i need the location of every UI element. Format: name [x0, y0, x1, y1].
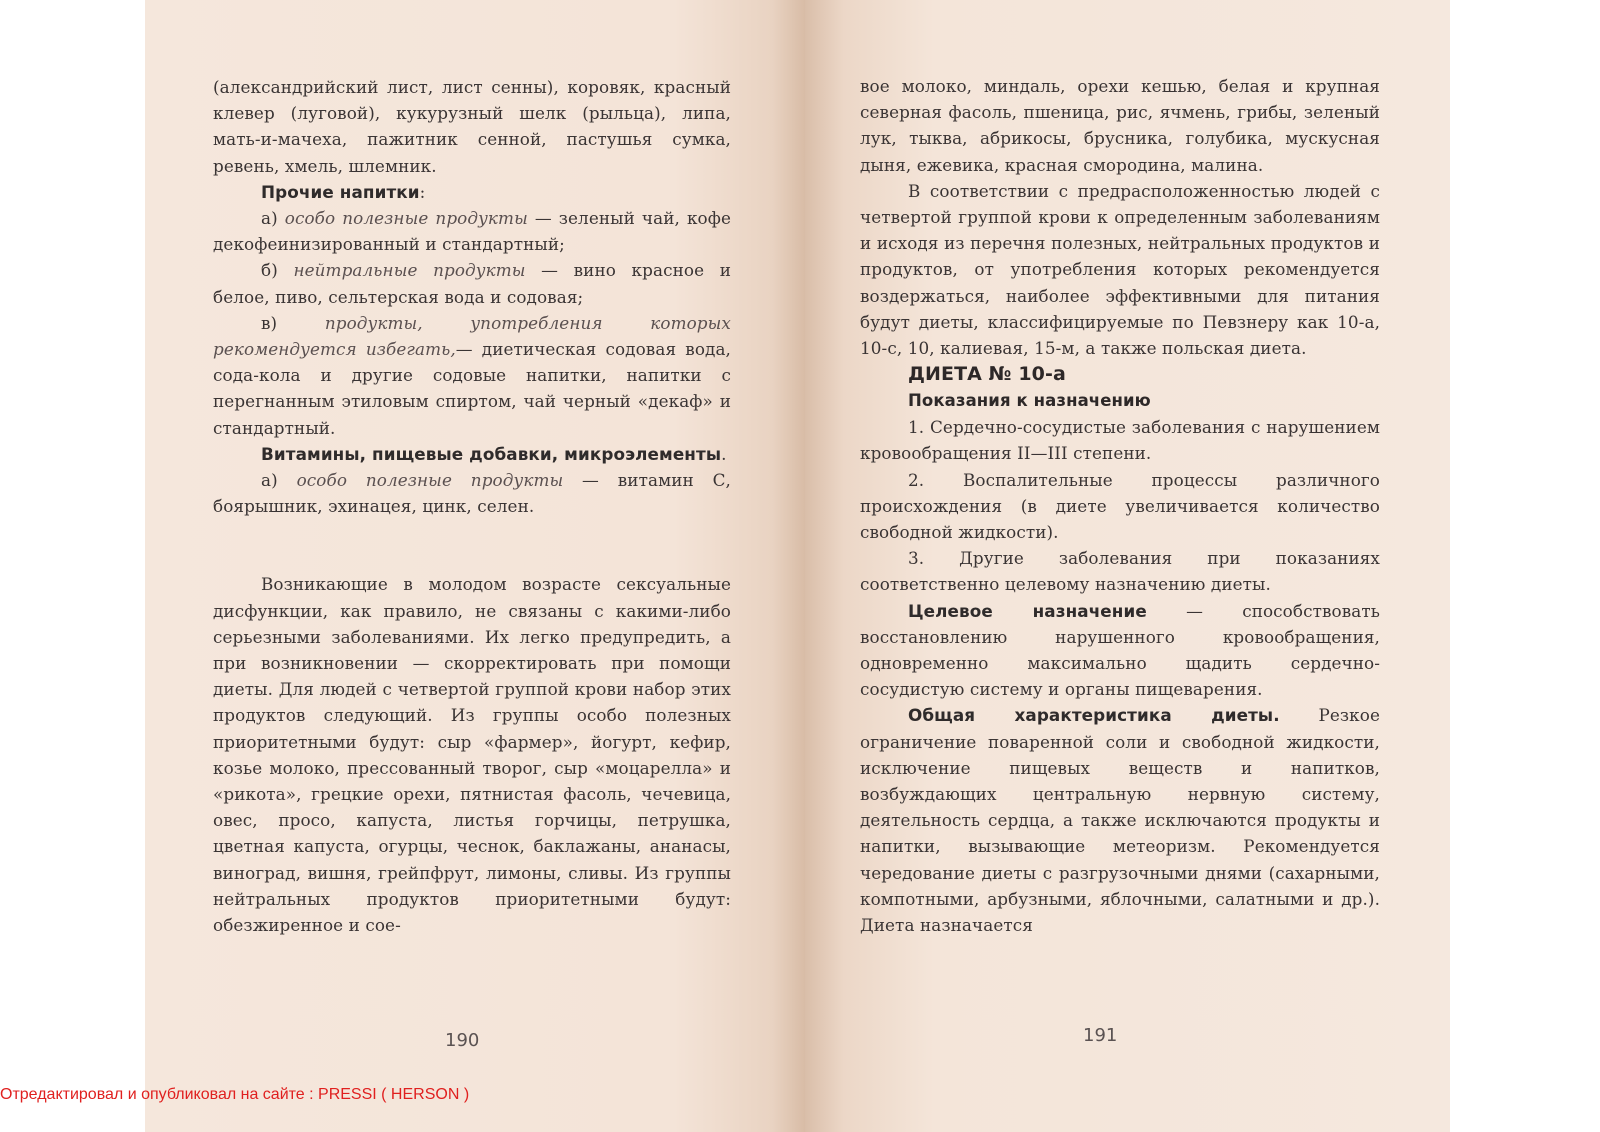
- section-heading: Целевое назначение: [908, 600, 1147, 621]
- diet-title: ДИЕТА № 10-а: [908, 363, 1066, 386]
- list-item: а) особо полезные продукты — зеленый чай, кофе декофеинизированный и стандартный;: [213, 208, 731, 255]
- left-page: [145, 0, 805, 1132]
- list-item: б) нейтральные продукты — вино красное и белое, пиво, сельтерская вода и содовая;: [213, 260, 731, 307]
- paragraph: (александрийский лист, лист сенны), коровяк, красный клевер (луговой), кукурузный шелк (рыльца), липа, мать-и-мачеха, пажитник сенной, пастушья сумка, ревень, хмель, шлемник.: [213, 77, 731, 176]
- diet-subtitle: Показания к назначению: [908, 391, 1151, 411]
- category-label: продукты, употребления которых рекомендуется избегать,: [213, 312, 731, 360]
- paragraph: Возникающие в молодом возрасте сексуальные дисфункции, как правило, не связаны с какими-либо серьезными заболеваниями. Их легко предупредить, а при возникновении — скорректировать при помощи диеты. Для людей с четвертой группой крови набор этих продуктов следующий. Из группы особо полезных приоритетными будут: сыр «фармер», йогурт, кефир, козье молоко, прессованный творог, сыр «моцарелла» и «рикота», грецкие орехи, пятнистая фасоль, чечевица, овес, просо, капуста, листья горчицы, петрушка, цветная капуста, огурцы, чеснок, баклажаны, ананасы, виноград, вишня, грейпфрут, лимоны, сливы. Из группы нейтральных продуктов приоритетными будут: обезжиренное и сое-: [213, 574, 731, 936]
- category-label: особо полезные продукты: [296, 470, 564, 491]
- section-heading-paragraph: Общая характеристика диеты. Резкое ограничение поваренной соли и свободной жидкости, исключение пищевых веществ и напитков, возбуждающих центральную нервную систему, деятельность сердца, а также исключаются продукты и напитки, вызывающие метеоризм. Рекомендуется чередование диеты с разгрузочными днями (сахарными, компотными, арбузными, яблочными, салатными и др.). Диета назначается: [860, 705, 1380, 936]
- list-item: 2. Воспалительные процессы различного происхождения (в диете увеличивается количество свободной жидкости).: [860, 469, 1380, 543]
- publisher-footer: Отредактировал и опубликовал на сайте : PRESSI ( HERSON ): [0, 1086, 470, 1103]
- page-number-left: 190: [445, 1030, 480, 1051]
- section-heading-paragraph: Целевое назначение — способствовать восстановлению нарушенного кровообращения, одновременно максимально щадить сердечно-сосудистую систему и органы пищеварения.: [860, 600, 1380, 700]
- section-heading: Прочие напитки: [261, 181, 420, 202]
- page-number-right: 191: [1083, 1025, 1118, 1046]
- right-page: [805, 0, 1450, 1132]
- book-spread: [145, 0, 1450, 1132]
- list-item: а) особо полезные продукты — витамин С, боярышник, эхинацея, цинк, селен.: [213, 470, 731, 517]
- left-page-text: [213, 74, 731, 938]
- section-heading: Витамины, пищевые добавки, микроэлементы: [261, 443, 722, 464]
- list-item: 1. Сердечно-сосудистые заболевания с нарушением кровообращения II—III степени.: [860, 417, 1380, 464]
- category-label: особо полезные продукты: [284, 208, 528, 229]
- list-item: в) продукты, употребления которых рекомендуется избегать,— диетическая содовая вода, сода-кола и другие содовые напитки, напитки с перегнанным этиловым спиртом, чай черный «декаф» и стандартный.: [213, 312, 731, 438]
- section-gap: [213, 519, 731, 571]
- section-heading-paragraph: Прочие напитки:: [261, 181, 426, 202]
- list-item: 3. Другие заболевания при показаниях соответственно целевому назначению диеты.: [860, 548, 1380, 595]
- section-heading-paragraph: Витамины, пищевые добавки, микроэлементы.: [261, 443, 727, 464]
- paragraph: В соответствии с предрасположенностью людей с четвертой группой крови к определенным заболеваниям и исходя из перечня полезных, нейтральных продуктов и продуктов, от употребления которых рекомендуется воздержаться, наиболее эффективными для питания будут диеты, классифицируемые по Певзнеру как 10-а, 10-с, 10, калиевая, 15-м, а также польская диета.: [860, 180, 1380, 359]
- paragraph: вое молоко, миндаль, орехи кешью, белая и крупная северная фасоль, пшеница, рис, ячмень, грибы, зеленый лук, тыква, абрикосы, брусника, голубика, мускусная дыня, ежевика, красная смородина, малина.: [860, 76, 1380, 175]
- section-heading: Общая характеристика диеты.: [908, 705, 1280, 726]
- right-page-text: [860, 73, 1380, 938]
- category-label: нейтральные продукты: [293, 260, 526, 281]
